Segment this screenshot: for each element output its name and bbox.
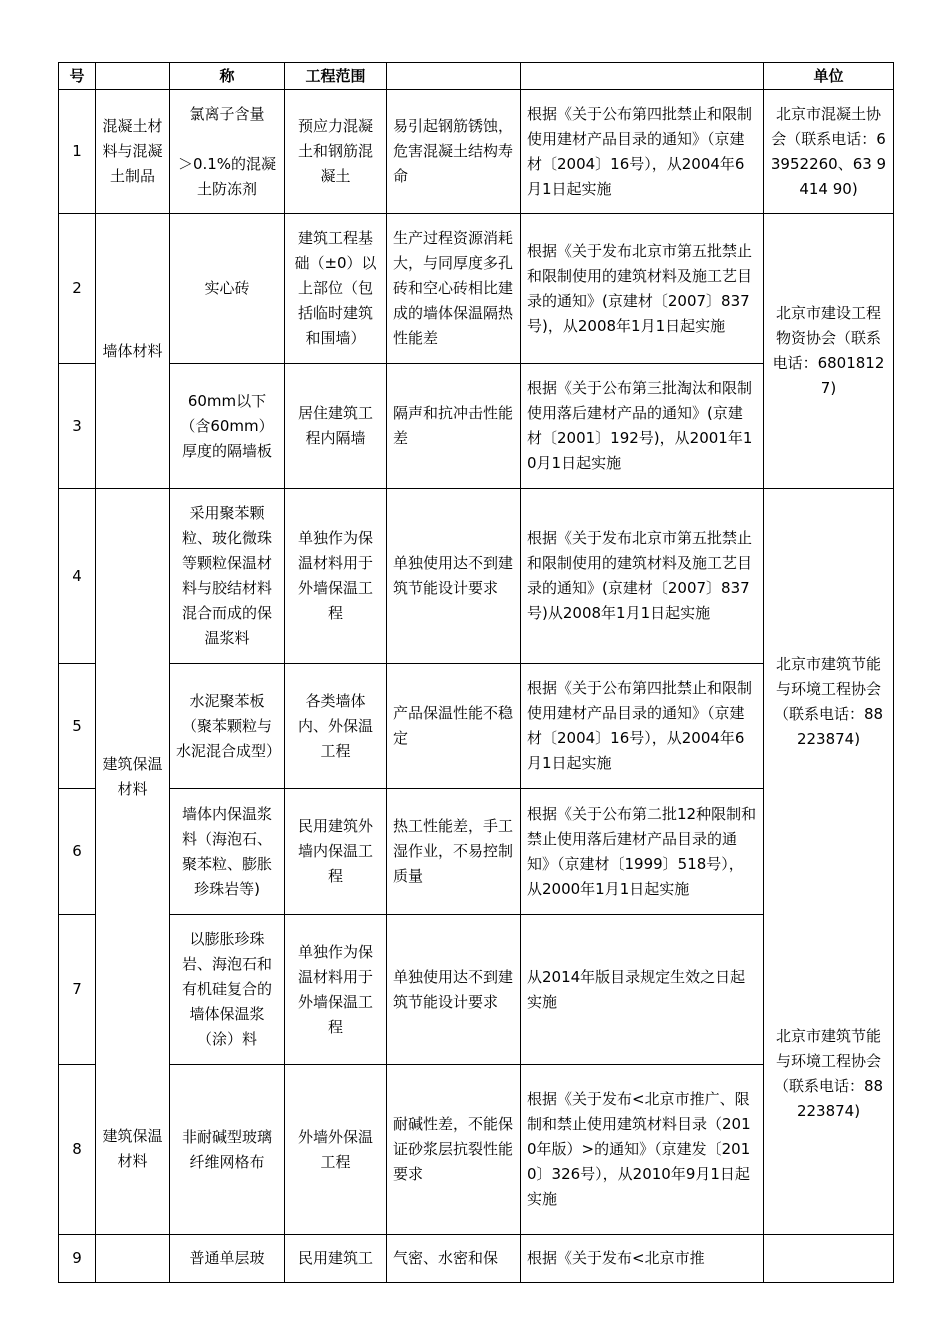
material-name: 非耐碱型玻璃纤维网格布 bbox=[170, 1065, 285, 1235]
table-row bbox=[59, 90, 894, 214]
restriction-reason: 单独使用达不到建筑节能设计要求 bbox=[387, 915, 521, 1065]
legal-basis: 根据《关于发布<北京市推广、限制和禁止使用建筑材料目录（2010年版）>的通知》（京建发〔2010〕326号），从2010年9月1日起实施 bbox=[521, 1065, 764, 1235]
legal-basis: 根据《关于公布第二批12种限制和禁止使用落后建材产品目录的通知》（京建材〔1999〕518号），从2000年1月1日起实施 bbox=[521, 789, 764, 915]
material-category: 墙体材料 bbox=[96, 214, 170, 489]
header-row bbox=[59, 63, 894, 90]
table-row bbox=[59, 489, 894, 664]
header-name: 称 bbox=[170, 63, 285, 90]
restriction-reason: 易引起钢筋锈蚀，危害混凝土结构寿命 bbox=[387, 90, 521, 214]
material-category: 建筑保温材料 bbox=[96, 489, 170, 1065]
table-row bbox=[59, 915, 894, 1065]
table-row bbox=[59, 214, 894, 364]
legal-basis: 根据《关于发布北京市第五批禁止和限制使用的建筑材料及施工艺目录的通知》(京建材〔2007〕837号)，从2008年1月1日起实施 bbox=[521, 214, 764, 364]
contact-unit: 北京市建筑节能与环境工程协会（联系电话：88223874) bbox=[764, 489, 894, 915]
header-category bbox=[96, 63, 170, 90]
restricted-materials-table bbox=[58, 62, 894, 1283]
material-name-line: ＞0.1%的混凝土防冻剂 bbox=[177, 154, 277, 198]
legal-basis: 根据《关于发布<北京市推 bbox=[521, 1235, 764, 1283]
material-name: 墙体内保温浆料（海泡石、聚苯粒、膨胀珍珠岩等) bbox=[170, 789, 285, 915]
legal-basis: 从2014年版目录规定生效之日起实施 bbox=[521, 915, 764, 1065]
restriction-reason: 热工性能差，手工湿作业，不易控制质量 bbox=[387, 789, 521, 915]
application-scope: 民用建筑外墙内保温工程 bbox=[285, 789, 387, 915]
application-scope: 建筑工程基础（±0）以上部位（包括临时建筑和围墙） bbox=[285, 214, 387, 364]
contact-unit: 北京市建筑节能与环境工程协会（联系电话：88223874) bbox=[764, 915, 894, 1235]
restriction-reason: 生产过程资源消耗大，与同厚度多孔砖和空心砖相比建成的墙体保温隔热性能差 bbox=[387, 214, 521, 364]
material-name: 60mm以下（含60mm）厚度的隔墙板 bbox=[170, 364, 285, 489]
application-scope: 居住建筑工程内隔墙 bbox=[285, 364, 387, 489]
contact-unit: 北京市建设工程物资协会（联系电话：68018127) bbox=[764, 214, 894, 489]
row-number: 4 bbox=[59, 489, 96, 664]
material-name: 以膨胀珍珠岩、海泡石和有机硅复合的墙体保温浆（涂）料 bbox=[170, 915, 285, 1065]
material-name bbox=[170, 90, 285, 214]
material-category bbox=[96, 1235, 170, 1283]
application-scope: 各类墙体内、外保温工程 bbox=[285, 664, 387, 789]
header-scope: 工程范围 bbox=[285, 63, 387, 90]
material-category: 建筑保温材料 bbox=[96, 1065, 170, 1235]
restriction-reason: 隔声和抗冲击性能差 bbox=[387, 364, 521, 489]
material-category: 混凝土材料与混凝土制品 bbox=[96, 90, 170, 214]
row-number: 2 bbox=[59, 214, 96, 364]
application-scope: 预应力混凝土和钢筋混凝土 bbox=[285, 90, 387, 214]
legal-basis: 根据《关于发布北京市第五批禁止和限制使用的建筑材料及施工艺目录的通知》(京建材〔2007〕837号)从2008年1月1日起实施 bbox=[521, 489, 764, 664]
material-name: 水泥聚苯板（聚苯颗粒与水泥混合成型） bbox=[170, 664, 285, 789]
row-number: 5 bbox=[59, 664, 96, 789]
material-name: 普通单层玻 bbox=[170, 1235, 285, 1283]
row-number: 9 bbox=[59, 1235, 96, 1283]
row-number: 3 bbox=[59, 364, 96, 489]
header-unit: 单位 bbox=[764, 63, 894, 90]
row-number: 7 bbox=[59, 915, 96, 1065]
contact-unit bbox=[764, 1235, 894, 1283]
legal-basis: 根据《关于公布第四批禁止和限制使用建材产品目录的通知》（京建材〔2004〕16号），从2004年6月1日起实施 bbox=[521, 90, 764, 214]
restriction-reason: 单独使用达不到建筑节能设计要求 bbox=[387, 489, 521, 664]
header-reason bbox=[387, 63, 521, 90]
application-scope: 民用建筑工 bbox=[285, 1235, 387, 1283]
restriction-reason: 气密、水密和保 bbox=[387, 1235, 521, 1283]
application-scope: 外墙外保温工程 bbox=[285, 1065, 387, 1235]
legal-basis: 根据《关于公布第四批禁止和限制使用建材产品目录的通知》（京建材〔2004〕16号），从2004年6月1日起实施 bbox=[521, 664, 764, 789]
application-scope: 单独作为保温材料用于外墙保温工程 bbox=[285, 489, 387, 664]
row-number: 1 bbox=[59, 90, 96, 214]
material-name-line: 氯离子含量 bbox=[189, 104, 265, 123]
row-number: 8 bbox=[59, 1065, 96, 1235]
restriction-reason: 耐碱性差，不能保证砂浆层抗裂性能要求 bbox=[387, 1065, 521, 1235]
row-number: 6 bbox=[59, 789, 96, 915]
table-row bbox=[59, 1235, 894, 1283]
header-basis bbox=[521, 63, 764, 90]
restriction-reason: 产品保温性能不稳定 bbox=[387, 664, 521, 789]
material-name: 实心砖 bbox=[170, 214, 285, 364]
material-name: 采用聚苯颗粒、玻化微珠等颗粒保温材料与胶结材料混合而成的保温浆料 bbox=[170, 489, 285, 664]
header-no: 号 bbox=[59, 63, 96, 90]
application-scope: 单独作为保温材料用于外墙保温工程 bbox=[285, 915, 387, 1065]
legal-basis: 根据《关于公布第三批淘汰和限制使用落后建材产品的通知》(京建材〔2001〕192号)，从2001年10月1日起实施 bbox=[521, 364, 764, 489]
contact-unit: 北京市混凝土协会（联系电话：63952260、63 9414 90) bbox=[764, 90, 894, 214]
